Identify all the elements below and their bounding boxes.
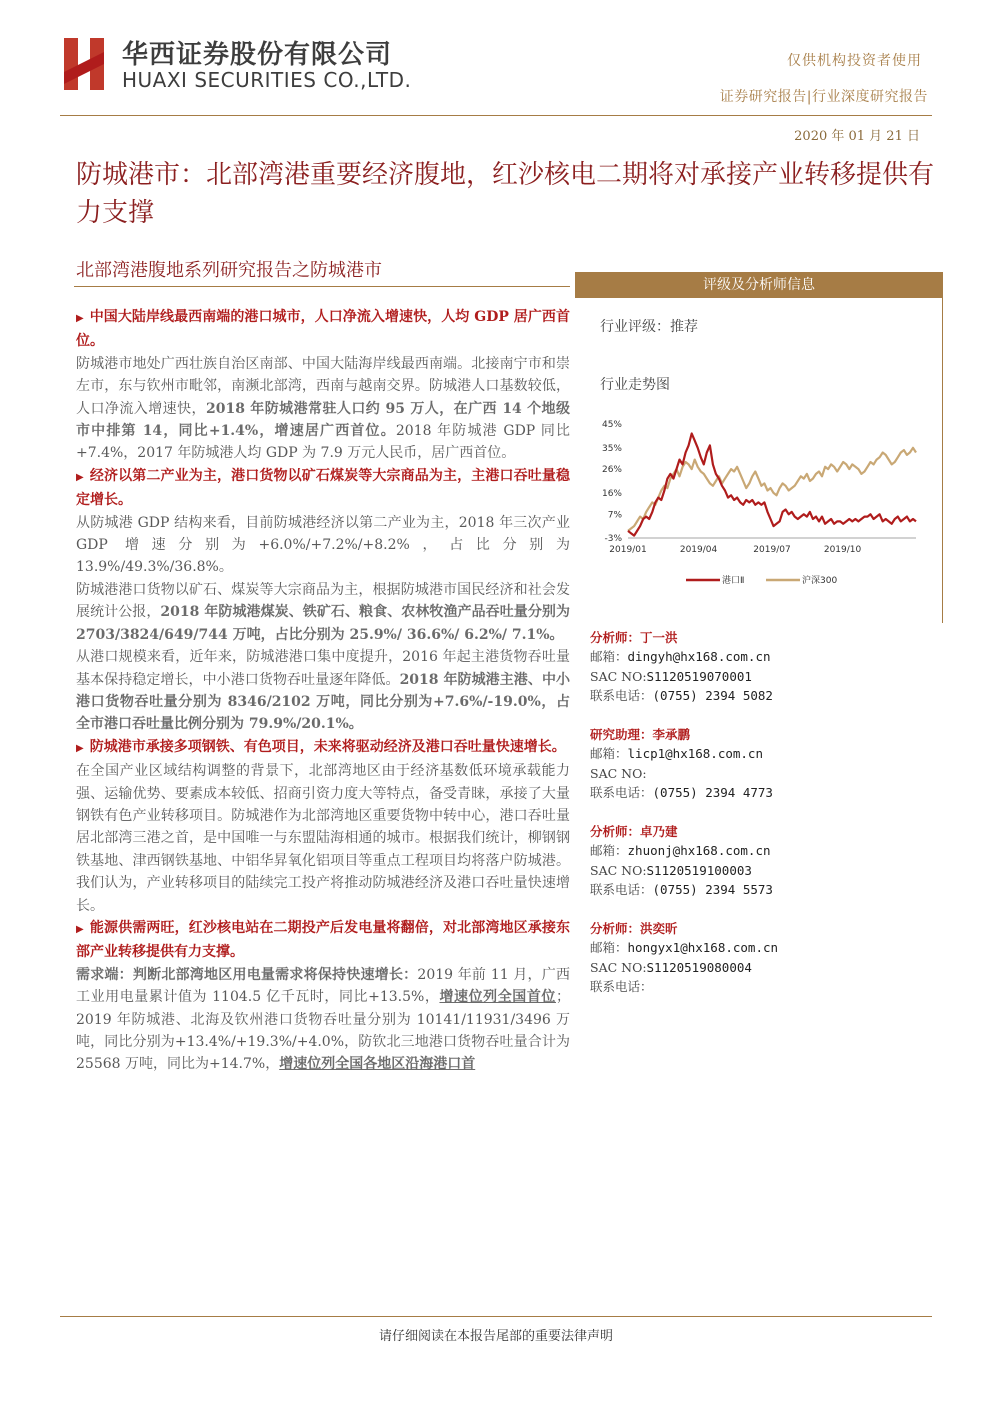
x-tick-label: 2019/10: [823, 545, 862, 555]
analyst-line: [590, 667, 930, 686]
analyst-line: [590, 783, 930, 802]
analyst-line: [590, 977, 930, 996]
analyst-line: [590, 744, 930, 763]
footer-divider: [60, 1316, 932, 1317]
analyst-line: [590, 764, 930, 783]
phone-label: 联系电话：: [590, 882, 653, 898]
y-tick-label: 26%: [601, 465, 622, 476]
legend-label: 港口Ⅱ: [722, 576, 745, 586]
legend-label: 沪深300: [802, 576, 838, 586]
y-tick-label: 35%: [601, 443, 622, 454]
analyst-line: [590, 958, 930, 977]
phone-label: 联系电话：: [590, 979, 653, 995]
x-tick-label: 2019/04: [679, 545, 718, 555]
audience-note: 仅供机构投资者使用: [787, 53, 922, 69]
analyst-email: hongyx1@hx168.com.cn: [627, 940, 779, 956]
email-label: 邮箱：: [590, 940, 628, 956]
email-label: 邮箱：: [590, 843, 628, 859]
report-date: 2020 年 01 月 21 日: [794, 129, 920, 144]
analyst-line: [590, 647, 930, 666]
paragraph: 防城港港口货物以矿石、煤炭等大宗商品为主，根据防城港市国民经济和社会发展统计公报，2018 年防城港煤炭、铁矿石、粮食、农林牧渔产品吞吐量分别为 2703/3824/649/744 万吨，占比分别为 25.9%/ 36.6%/ 6.2%/ 7.1%。: [76, 581, 570, 643]
sac-label: SAC NO:: [590, 862, 647, 878]
triangle-bullet-icon: ▶: [76, 742, 84, 754]
main-content: [76, 306, 570, 1076]
analyst-phone: (0755) 2394 4773: [652, 785, 773, 801]
analyst-line: [590, 861, 930, 880]
x-tick-label: 2019/01: [609, 545, 647, 555]
phone-label: 联系电话：: [590, 785, 653, 801]
analyst-card: [590, 725, 930, 803]
section-heading: ▶ 中国大陆岸线最西南端的港口城市，人口净流入增速快，人均 GDP 居广西首位。: [76, 309, 570, 350]
header-divider: [60, 115, 932, 116]
analyst-email: dingyh@hx168.com.cn: [627, 649, 771, 665]
analyst-line: [590, 686, 930, 705]
analyst-line: [590, 880, 930, 899]
report-title: 防城港市：北部湾港重要经济腹地，红沙核电二期将对承接产业转移提供有力支撑: [76, 160, 935, 228]
analyst-name: 分析师：卓乃建: [590, 824, 678, 839]
y-tick-label: 16%: [601, 488, 622, 499]
paragraph: 需求端：判断北部湾地区用电量需求将保持快速增长：2019 年前 11 月，广西工业用电量累计值为 1104.5 亿千瓦时，同比+13.5%，增速位列全国首位；2019 年防城港、北海及钦州港口货物吞吐量分别为 10141/11931/3496 万吨，同比分别为+13.4%/+19.3%/+4.0%，防钦北三地港口货物吞吐量合计为 25568 万吨，同比为+14.7%，增速位列全国各地区沿海港口首: [76, 966, 571, 1073]
analyst-sac: S1120519070001: [646, 668, 752, 684]
paragraph: 在全国产业区域结构调整的背景下，北部湾地区由于经济基数低环境承载能力强、运输优势、要素成本较低、招商引资力度大等特点，备受青睐，承接了大量钢铁有色产业转移项目。防城港作为北部湾地区重要货物中转中心，港口吞吐量居北部湾三港之首，是中国唯一与东盟陆海相通的城市。根据我们统计，柳钢钢铁基地、津西钢铁基地、中铝华昇氧化铝项目等重点工程项目均将落户防城港。我们认为，产业转移项目的陆续完工投产将推动防城港经济及港口吞吐量快速增长。: [76, 763, 570, 914]
analyst-email: licp1@hx168.com.cn: [627, 746, 763, 762]
section-heading: ▶ 经济以第二产业为主，港口货物以矿石煤炭等大宗商品为主，主港口吞吐量稳定增长。: [76, 467, 570, 509]
analyst-sac: S1120519080004: [646, 959, 752, 975]
section-heading: ▶ 防城港市承接多项钢铁、有色项目，未来将驱动经济及港口吞吐量快速增长。: [76, 738, 566, 755]
sac-label: SAC NO:: [590, 668, 647, 684]
triangle-bullet-icon: ▶: [76, 471, 84, 483]
analyst-line: [590, 822, 930, 841]
series-line: [628, 434, 916, 536]
huaxi-logo: [58, 34, 110, 94]
paragraph: 从港口规模来看，近年来，防城港港口集中度提升，2016 年起主港货物吞吐量基本保持稳定增长，中小港口货物吞吐量逐年降低。2018 年防城港主港、中小港口货物吞吐量分别为 8346/2102 万吨，同比分别为+7.6%/-19.0%，占全市港口吞吐量比例分别为 79.9%/20.1%。: [76, 649, 571, 733]
subtitle-divider: [74, 286, 570, 287]
report-type: 证券研究报告|行业深度研究报告: [719, 89, 928, 105]
triangle-bullet-icon: ▶: [76, 313, 84, 324]
analyst-card: [590, 628, 930, 706]
analyst-line: [590, 919, 930, 938]
industry-rating: 行业评级：推荐: [600, 319, 698, 335]
phone-label: 联系电话：: [590, 688, 653, 704]
analyst-phone: (0755) 2394 5573: [652, 882, 773, 898]
analyst-name: 分析师：洪奕昕: [590, 921, 678, 936]
x-tick-label: 2019/07: [753, 545, 791, 555]
analyst-name: 研究助理：李承鹏: [590, 727, 691, 742]
paragraph: 防城港市地处广西壮族自治区南部、中国大陆海岸线最西南端。北接南宁市和崇左市，东与钦州市毗邻，南濒北部湾，西南与越南交界。防城港人口基数较低，人口净流入增速快，2018 年防城港常驻人口约 95 万人，在广西 14 个地级市中排第 14，同比+1.4%，增速居广西首位。2018 年防城港 GDP 同比+7.4%，2017 年防城港人均 GDP 为 7.9 万元人民币，居广西首位。: [76, 355, 570, 462]
analyst-name: 分析师：丁一洪: [590, 630, 678, 645]
company-name-en: HUAXI SECURITIES CO.,LTD.: [122, 68, 412, 92]
analyst-sac: S1120519100003: [646, 862, 752, 878]
analyst-email: zhuonj@hx168.com.cn: [627, 843, 771, 859]
trend-chart: [590, 410, 930, 600]
sac-label: SAC NO:: [590, 765, 647, 781]
analyst-card: [590, 822, 930, 900]
analyst-card: [590, 919, 930, 997]
trend-chart-label: 行业走势图: [600, 377, 670, 393]
y-tick-label: -3%: [604, 534, 622, 544]
y-tick-label: 45%: [601, 420, 622, 430]
y-tick-label: 7%: [607, 510, 622, 521]
report-subtitle: 北部湾港腹地系列研究报告之防城港市: [76, 260, 382, 281]
analyst-line: [590, 841, 930, 860]
footer-disclaimer: 请仔细阅读在本报告尾部的重要法律声明: [378, 1329, 613, 1344]
email-label: 邮箱：: [590, 746, 628, 762]
paragraph: 从防城港 GDP 结构来看，目前防城港经济以第二产业为主，2018 年三次产业 GDP 增速分别为+6.0%/+7.2%/+8.2%，占比分别为 13.9%/49.3%/36.8%。: [76, 514, 570, 576]
analyst-line: [590, 938, 930, 957]
triangle-bullet-icon: ▶: [76, 923, 84, 935]
company-name-cn: 华西证券股份有限公司: [122, 40, 393, 70]
analyst-phone: (0755) 2394 5082: [652, 688, 773, 704]
sac-label: SAC NO:: [590, 959, 647, 975]
analyst-line: [590, 628, 930, 647]
email-label: 邮箱：: [590, 649, 628, 665]
analyst-line: [590, 725, 930, 744]
section-heading: ▶ 能源供需两旺，红沙核电站在二期投产后发电量将翻倍，对北部湾地区承接东部产业转移提供有力支撑。: [76, 919, 570, 961]
sidebar-header: 评级及分析师信息: [575, 272, 943, 298]
